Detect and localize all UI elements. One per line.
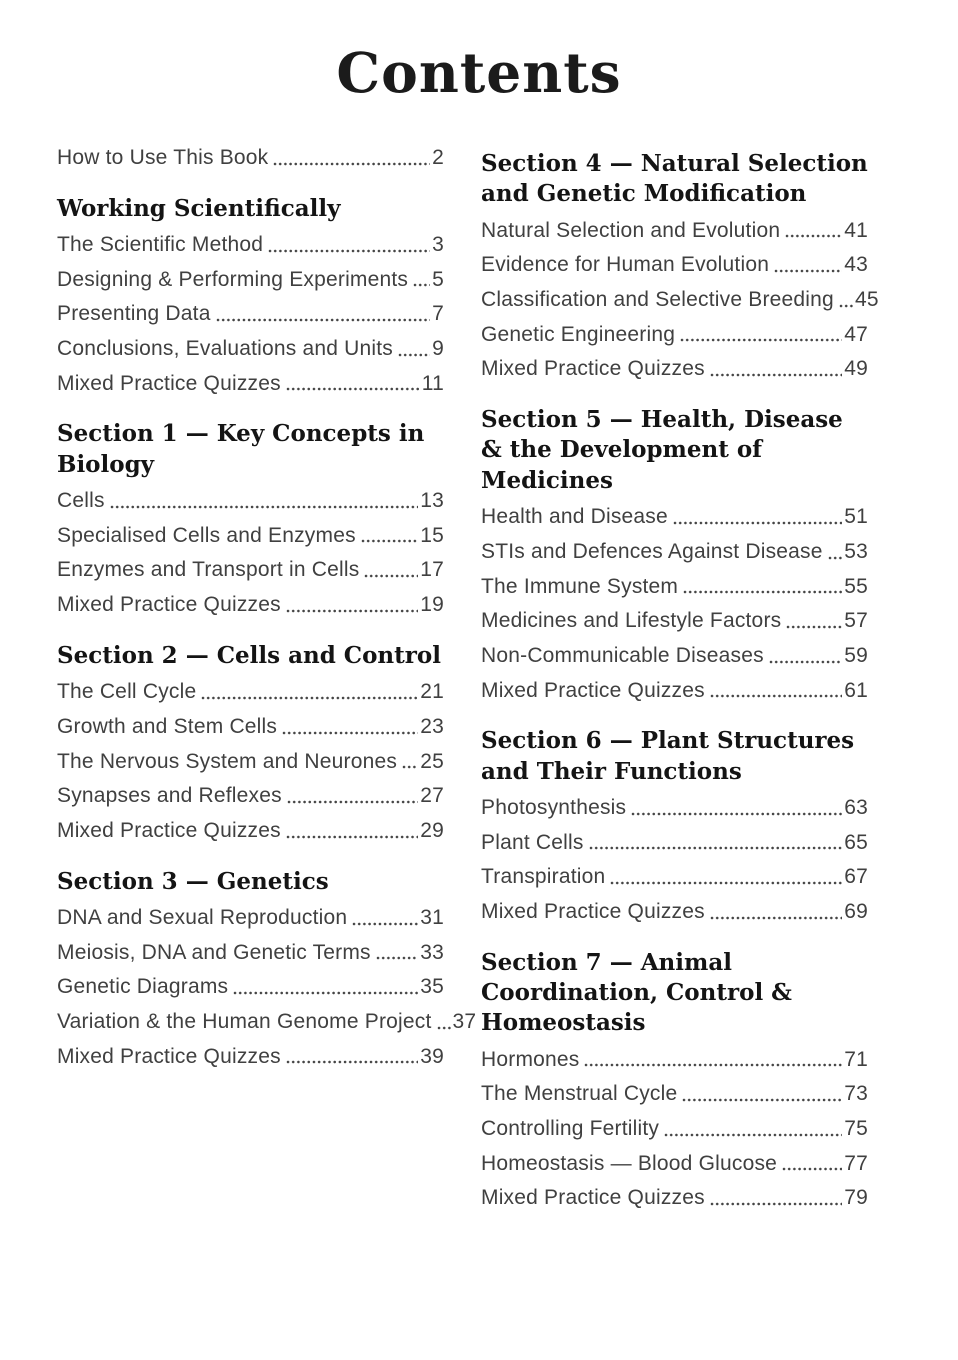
dot-leader [273,161,430,167]
entry-page-number: 59 [844,643,868,667]
toc-entry [57,942,444,965]
toc-entry [481,866,868,889]
toc-entry [57,716,444,739]
entry-title: Meiosis, DNA and Genetic Terms [57,940,371,964]
dot-leader [286,608,418,614]
toc-section [57,194,444,396]
entry-page-number: 3 [432,233,444,257]
section-entry-list [481,797,868,924]
toc-entry [481,541,868,564]
entry-page-number: 43 [844,253,868,277]
toc-section [481,149,879,381]
entry-page-number: 67 [844,865,868,889]
entry-title: Hormones [481,1047,580,1071]
entry-page-number: 17 [420,558,444,582]
toc-entry [481,576,868,599]
toc-entry [481,1083,868,1106]
dot-leader [216,317,431,323]
dot-leader [589,845,843,851]
dot-leader [682,1097,842,1103]
dot-leader [839,303,853,309]
dot-leader [828,555,843,561]
toc-section [481,405,868,702]
dot-leader [282,730,418,736]
entry-title: Growth and Stem Cells [57,714,278,738]
entry-title: Health and Disease [481,505,668,529]
toc-entry [481,1049,868,1072]
toc-entry [481,797,868,820]
entry-title: Plant Cells [481,830,584,854]
entry-page-number: 47 [844,322,868,346]
entry-title: Controlling Fertility [481,1117,660,1141]
toc-entry [481,358,868,381]
section-entry-list [57,490,444,617]
dot-leader [361,538,418,544]
toc-entry [57,525,444,548]
toc-section [57,867,477,1069]
section-entry-list [57,147,444,170]
dot-leader [683,589,842,595]
entry-title: Mixed Practice Quizzes [57,818,281,842]
dot-leader [664,1132,842,1138]
entry-page-number: 39 [420,1044,444,1068]
toc-entry [57,976,444,999]
entry-page-number: 73 [844,1082,868,1106]
dot-leader [376,955,419,961]
entry-page-number: 19 [420,593,444,617]
entry-page-number: 69 [844,899,868,923]
entry-page-number: 79 [844,1186,868,1210]
toc-entry [57,751,444,774]
dot-leader [402,764,418,770]
toc-entry [57,338,444,361]
dot-leader [769,659,842,665]
dot-leader [398,352,430,358]
toc-entry [57,594,444,617]
entry-page-number: 61 [844,678,868,702]
dot-leader [774,268,842,274]
toc-entry [481,288,879,312]
section-entry-list [57,681,444,842]
entry-title: Photosynthesis [481,795,627,819]
entry-page-number: 15 [420,523,444,547]
entry-title: The Menstrual Cycle [481,1082,678,1106]
entry-page-number: 9 [432,337,444,361]
entry-page-number: 31 [420,905,444,929]
entry-page-number: 41 [844,218,868,242]
entry-page-number: 65 [844,830,868,854]
dot-leader [710,372,842,378]
section-entry-list [57,905,477,1068]
dot-leader [673,520,842,526]
entry-page-number: 49 [844,357,868,381]
toc-section [57,147,444,170]
toc-entry [57,147,444,170]
dot-leader [413,282,430,288]
section-heading: Section 2 — Cells and Control [57,641,441,669]
entry-page-number: 35 [420,975,444,999]
dot-leader [631,811,842,817]
toc-entry [57,303,444,326]
entry-title: The Scientific Method [57,233,264,257]
toc-entry [57,269,444,292]
section-heading: Section 5 — Health, Disease & the Development of Medicines [481,406,843,494]
dot-leader [110,504,419,510]
toc-entry [481,680,868,703]
entry-title: Synapses and Reflexes [57,784,282,808]
entry-page-number: 11 [421,371,444,395]
entry-title: Specialised Cells and Enzymes [57,523,356,547]
entry-title: Mixed Practice Quizzes [481,678,705,702]
section-heading: Section 1 — Key Concepts in Biology [57,420,425,478]
section-heading: Section 6 — Plant Structures and Their Functions [481,727,855,785]
toc-entry [481,324,868,347]
dot-leader [710,915,842,921]
toc-entry [57,490,444,513]
dot-leader [710,693,842,699]
dot-leader [352,921,418,927]
toc-column-1 [57,146,477,1080]
dot-leader [201,695,418,701]
toc-entry [481,1187,868,1210]
toc-section [57,641,444,843]
entry-page-number: 37 [452,1009,477,1033]
entry-title: Mixed Practice Quizzes [481,357,705,381]
entry-page-number: 77 [844,1151,868,1175]
dot-leader [610,880,842,886]
dot-leader [233,990,418,996]
toc-entry [481,254,868,277]
entry-title: Non-Communicable Diseases [481,643,764,667]
dot-leader [286,834,418,840]
entry-title: Cells [57,489,105,513]
dot-leader [786,624,842,630]
dot-leader [268,248,430,254]
entry-title: Mixed Practice Quizzes [57,371,281,395]
toc-section [57,419,444,616]
entry-page-number: 55 [844,574,868,598]
toc-entry [481,506,868,529]
entry-title: Evidence for Human Evolution [481,253,770,277]
entry-title: Conclusions, Evaluations and Units [57,337,393,361]
entry-page-number: 63 [844,795,868,819]
entry-page-number: 21 [420,680,444,704]
entry-title: Designing & Performing Experiments [57,267,409,291]
entry-title: Homeostasis — Blood Glucose [481,1151,778,1175]
dot-leader [710,1201,842,1207]
toc-entry [481,901,868,924]
entry-title: The Immune System [481,574,679,598]
entry-page-number: 27 [420,784,444,808]
dot-leader [680,337,842,343]
entry-page-number: 7 [432,302,444,326]
dot-leader [287,799,418,805]
entry-title: Mixed Practice Quizzes [481,899,705,923]
entry-title: How to Use This Book [57,146,269,169]
entry-title: Genetic Engineering [481,322,676,346]
entry-title: Genetic Diagrams [57,975,229,999]
toc-entry [57,559,444,582]
entry-title: STIs and Defences Against Disease [481,539,823,563]
entry-page-number: 45 [854,288,879,312]
toc-columns [0,105,958,1222]
toc-entry [481,832,868,855]
toc-entry [57,907,444,930]
section-entry-list [481,218,879,381]
entry-page-number: 71 [844,1047,868,1071]
toc-entry [57,234,444,257]
entry-title: The Nervous System and Neurones [57,749,398,773]
toc-section [481,948,868,1210]
dot-leader [364,573,418,579]
entry-title: Presenting Data [57,302,211,326]
dot-leader [286,1059,418,1065]
toc-entry [481,610,868,633]
toc-entry [481,645,868,668]
toc-section [481,726,868,923]
entry-title: Transpiration [481,865,606,889]
toc-entry [481,220,868,243]
entry-page-number: 75 [844,1117,868,1141]
section-entry-list [481,506,868,702]
entry-title: Variation & the Human Genome Project [57,1009,432,1033]
page-title: Contents [336,40,622,105]
entry-title: The Cell Cycle [57,680,197,704]
entry-title: Enzymes and Transport in Cells [57,558,360,582]
entry-page-number: 23 [420,714,444,738]
toc-entry [57,820,444,843]
section-heading: Section 7 — Animal Coordination, Control & Homeostasis [481,948,792,1037]
dot-leader [782,1166,842,1172]
entry-title: Medicines and Lifestyle Factors [481,609,782,633]
entry-page-number: 5 [432,267,444,291]
entry-page-number: 25 [420,749,444,773]
toc-entry [57,785,444,808]
dot-leader [437,1025,451,1031]
entry-title: Mixed Practice Quizzes [57,1044,281,1068]
toc-entry [57,373,444,396]
section-heading: Section 3 — Genetics [57,867,329,895]
toc-entry [57,1009,477,1034]
entry-page-number: 13 [420,489,444,513]
entry-title: DNA and Sexual Reproduction [57,905,348,929]
entry-title: Classification and Selective Breeding [481,288,834,312]
entry-page-number: 51 [844,505,868,529]
dot-leader [584,1062,842,1068]
section-entry-list [57,234,444,395]
section-heading: Working Scientifically [57,194,341,222]
toc-entry [57,681,444,704]
toc-entry [481,1118,868,1141]
entry-page-number: 53 [844,539,868,563]
entry-page-number: 2 [432,146,444,169]
toc-entry [481,1153,868,1176]
dot-leader [286,386,420,392]
entry-title: Mixed Practice Quizzes [481,1186,705,1210]
entry-title: Natural Selection and Evolution [481,218,781,242]
entry-title: Mixed Practice Quizzes [57,593,281,617]
entry-page-number: 57 [844,609,868,633]
dot-leader [785,233,842,239]
entry-page-number: 29 [420,818,444,842]
toc-entry [57,1046,444,1069]
section-entry-list [481,1049,868,1210]
section-heading: Section 4 — Natural Selection and Genetic Modification [481,150,868,208]
entry-page-number: 33 [420,940,444,964]
toc-column-2 [481,147,879,1222]
